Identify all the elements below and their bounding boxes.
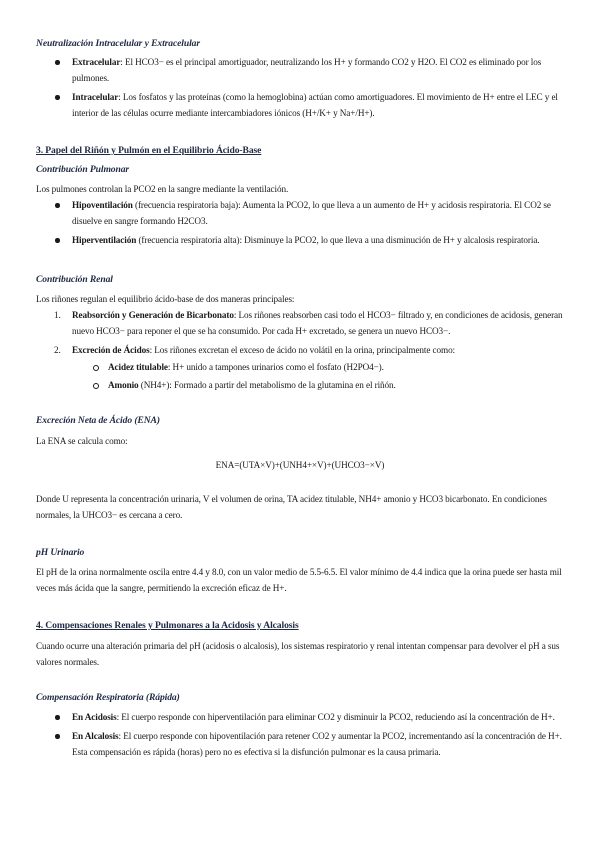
list-item-text: : Los riñones reabsorben casi todo el HCO3− filtrado y, en condiciones de acidosis, generan nuevo HCO3− para reponer el que se ha consumido. Por cada H+ excretado, se genera un nuevo HCO3−. xyxy=(72,310,563,336)
term-en-acidosis: En Acidosis xyxy=(72,712,117,722)
heading-ph-urinario: pH Urinario xyxy=(36,547,85,558)
list-item xyxy=(36,342,564,393)
sublist-item xyxy=(84,377,564,393)
renal-intro: Los riñones regulan el equilibrio ácido-base de dos maneras principales: xyxy=(36,294,295,304)
ena-description: Donde U representa la concentración urinaria, V el volumen de orina, TA acidez titulable, NH4+ amonio y HCO3 bicarbonato. En condiciones normales, la UHCO3− es cercana a cero. xyxy=(36,494,547,520)
heading-ena: Excreción Neta de Ácido (ENA) xyxy=(36,415,160,426)
pulmonar-intro: Los pulmones controlan la PCO2 en la sangre mediante la ventilación. xyxy=(36,184,289,194)
term-acidez-titulable: Acidez titulable xyxy=(108,362,168,372)
list-item-text: : Los riñones excretan el exceso de ácido no volátil en la orina, principalmente como: xyxy=(149,345,456,355)
pulmonar-list xyxy=(36,197,564,248)
renal-sublist xyxy=(72,359,564,393)
term-hipoventilacion: Hipoventilación xyxy=(72,200,133,210)
list-number: 2. xyxy=(54,345,61,355)
term-reabsorcion: Reabsorción y Generación de Bicarbonato xyxy=(72,310,234,320)
ena-intro: La ENA se calcula como: xyxy=(36,436,128,446)
term-intracelular: Intracelular xyxy=(72,92,119,102)
list-item xyxy=(36,54,564,86)
compensacion-list xyxy=(36,709,564,760)
list-item-text: : El cuerpo responde con hiperventilación para eliminar CO2 y disminuir la PCO2, reduciendo así la concentración de H+. xyxy=(116,712,555,722)
list-item xyxy=(36,197,564,229)
list-item xyxy=(36,307,564,339)
section-3-title: 3. Papel del Riñón y Pulmón en el Equilibrio Ácido-Base xyxy=(36,145,262,156)
term-extracelular: Extracelular xyxy=(72,57,121,67)
heading-contribucion-pulmonar: Contribución Pulmonar xyxy=(36,164,130,175)
list-item-text: : El cuerpo responde con hipoventilación para retener CO2 y aumentar la PCO2, incrementando así la concentración de H+. Esta compensación es rápida (horas) pero no es efectiva si la disfunción pulmonar es la causa primaria. xyxy=(72,731,562,757)
heading-neutralizacion: Neutralización Intracelular y Extracelular xyxy=(36,38,200,49)
list-item-text: (frecuencia respiratoria baja): Aumenta la PCO2, lo que lleva a un aumento de H+ y acidosis respiratoria. El CO2 se disuelve en sangre formando H2CO3. xyxy=(72,200,551,226)
list-item-text: (frecuencia respiratoria alta): Disminuye la PCO2, lo que lleva a una disminución de H+ y alcalosis respiratoria. xyxy=(136,235,540,245)
list-item xyxy=(36,232,564,248)
list-item-text: : El HCO3− es el principal amortiguador, neutralizando los H+ y formando CO2 y H2O. El CO2 es eliminado por los pulmones. xyxy=(72,57,542,83)
sublist-item-text: (NH4+): Formado a partir del metabolismo de la glutamina en el riñón. xyxy=(138,380,396,390)
neutralizacion-list xyxy=(36,54,564,121)
term-hiperventilacion: Hiperventilación xyxy=(72,235,137,245)
ena-formula: ENA=(UTA×V)+(UNH4+×V)+(UHCO3−×V) xyxy=(215,460,385,470)
list-number: 1. xyxy=(54,310,61,320)
heading-compensacion-respiratoria: Compensación Respiratoria (Rápida) xyxy=(36,692,180,703)
list-item xyxy=(36,709,564,725)
renal-numbered-list xyxy=(36,307,564,393)
term-amonio: Amonio xyxy=(108,380,139,390)
list-item xyxy=(36,89,564,121)
list-item-text: : Los fosfatos y las proteínas (como la hemoglobina) actúan como amortiguadores. El movimiento de H+ entre el LEC y el interior de las células ocurre mediante intercambiadores iónicos (H+/K+ y Na+/H+). xyxy=(72,92,558,118)
list-item xyxy=(36,728,564,760)
section-4-intro: Cuando ocurre una alteración primaria del pH (acidosis o alcalosis), los sistemas respiratorio y renal intentan compensar para devolver el pH a sus valores normales. xyxy=(36,641,560,667)
heading-contribucion-renal: Contribución Renal xyxy=(36,274,113,285)
section-4-title: 4. Compensaciones Renales y Pulmonares a la Acidosis y Alcalosis xyxy=(36,620,299,631)
ph-text: El pH de la orina normalmente oscila entre 4.4 y 8.0, con un valor medio de 5.5-6.5. El valor mínimo de 4.4 indica que la orina puede ser hasta mil veces más ácida que la sangre, permitiendo la excreción eficaz de H+. xyxy=(36,567,562,593)
term-en-alcalosis: En Alcalosis xyxy=(72,731,119,741)
sublist-item xyxy=(84,359,564,375)
term-excrecion-acidos: Excreción de Ácidos xyxy=(72,345,150,355)
sublist-item-text: : H+ unido a tampones urinarios como el fosfato (H2PO4−). xyxy=(167,362,384,372)
